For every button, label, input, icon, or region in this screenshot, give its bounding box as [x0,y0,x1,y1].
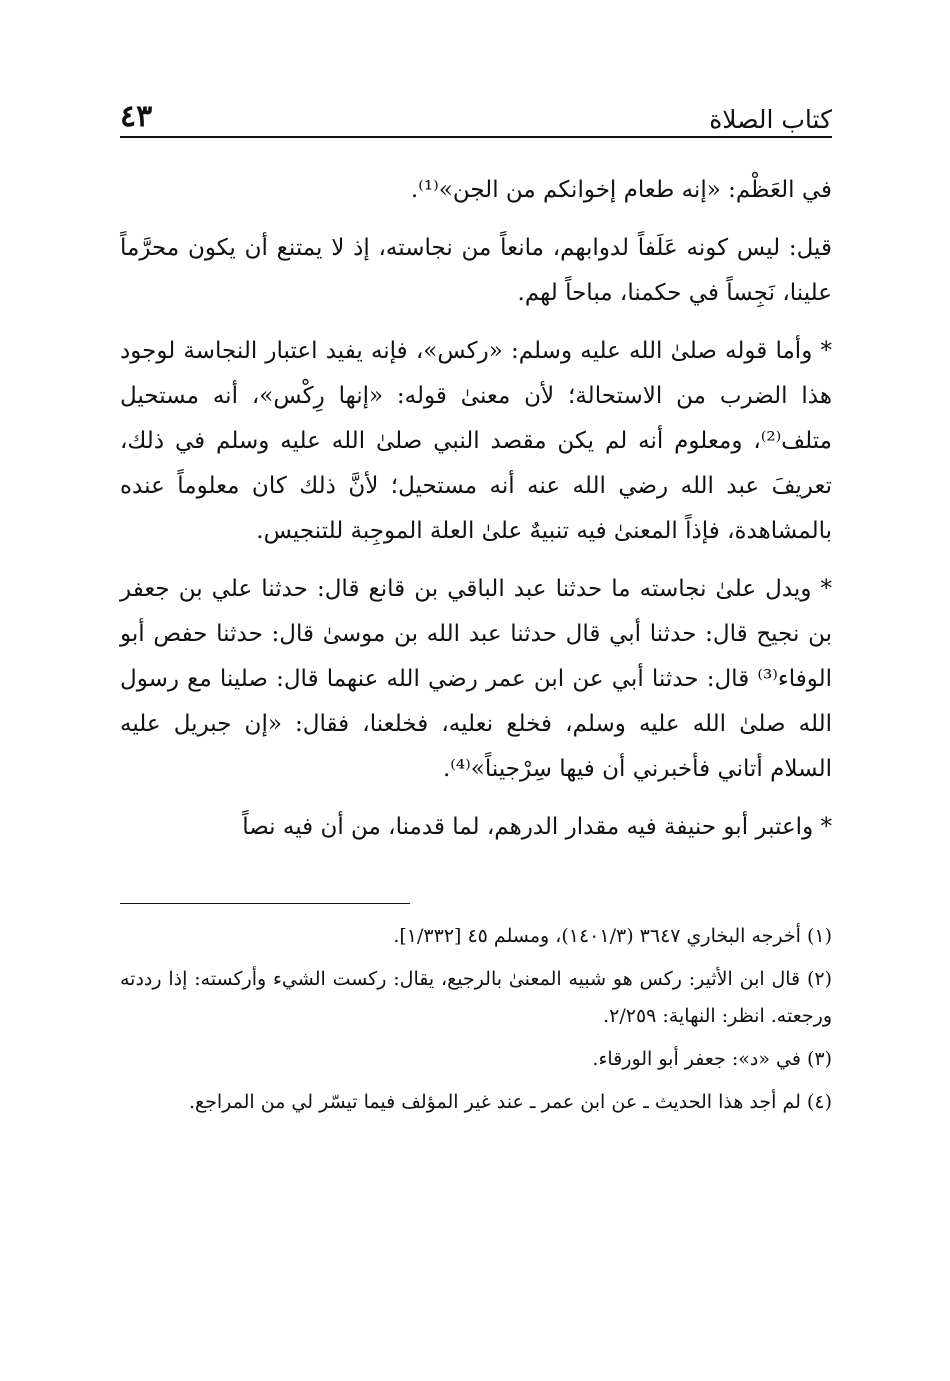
page-header [120,88,832,138]
footnote-3: (٣) في «د»: جعفر أبو الورقاء. [592,1048,832,1070]
main-text [120,168,832,850]
footnotes-divider [120,903,410,904]
paragraph-3: * وأما قوله صلىٰ الله عليه وسلم: «ركس»، فإنه يفيد اعتبار النجاسة لوجود هذا الضرب من الاستحالة؛ لأن معنىٰ قوله: «إنها رِكْس»، أنه مستحيل متلف⁽²⁾، ومعلوم أنه لم يكن مقصد النبي صلىٰ الله عليه وسلم في ذلك، تعريفَ عبد الله رضي الله عنه أنه مستحيل؛ لأنَّ ذلك كان معلوماً عنده بالمشاهدة، فإذاً المعنىٰ فيه تنبيهٌ علىٰ العلة الموجِبة للتنجيس. [120,338,832,544]
running-title: كتاب الصلاة [709,105,832,134]
book-page [120,88,832,1127]
footnote-2: (٢) قال ابن الأثير: ركس هو شبيه المعنىٰ بالرجيع، يقال: ركست الشيء وأركسته: إذا رددته ورجعته. انظر: النهاية: ٢/٢٥٩. [120,968,832,1027]
paragraph-1: في العَظْم: «إنه طعام إخوانكم من الجن»⁽¹⁾. [410,177,832,203]
paragraph-2: قيل: ليس كونه عَلَفاً لدوابهم، مانعاً من نجاسته، إذ لا يمتنع أن يكون محرَّماً علينا، نَجِساً في حكمنا، مباحاً لهم. [120,235,832,306]
footnotes [120,918,832,1121]
paragraph-5: * واعتبر أبو حنيفة فيه مقدار الدرهم، لما قدمنا، من أن فيه نصاً [242,814,832,840]
paragraph-4: * ويدل علىٰ نجاسته ما حدثنا عبد الباقي بن قانع قال: حدثنا علي بن جعفر بن نجيح قال: حدثنا أبي قال حدثنا عبد الله بن موسىٰ قال: حدثنا حفص أبو الوفاء⁽³⁾ قال: حدثنا أبي عن ابن عمر رضي الله عنهما قال: صلينا مع رسول الله صلىٰ الله عليه وسلم، فخلع نعليه، فخلعنا، فقال: «إن جبريل عليه السلام أتاني فأخبرني أن فيها سِرْجيناً»⁽⁴⁾. [120,576,833,782]
footnote-1: (١) أخرجه البخاري ٣٦٤٧ (١٤٠١/٣)، ومسلم ٤٥ [١/٣٣٢]. [393,925,832,947]
footnote-4: (٤) لم أجد هذا الحديث ـ عن ابن عمر ـ عند غير المؤلف فيما تيسّر لي من المراجع. [189,1091,832,1113]
page-number: ٤٣ [120,99,153,134]
